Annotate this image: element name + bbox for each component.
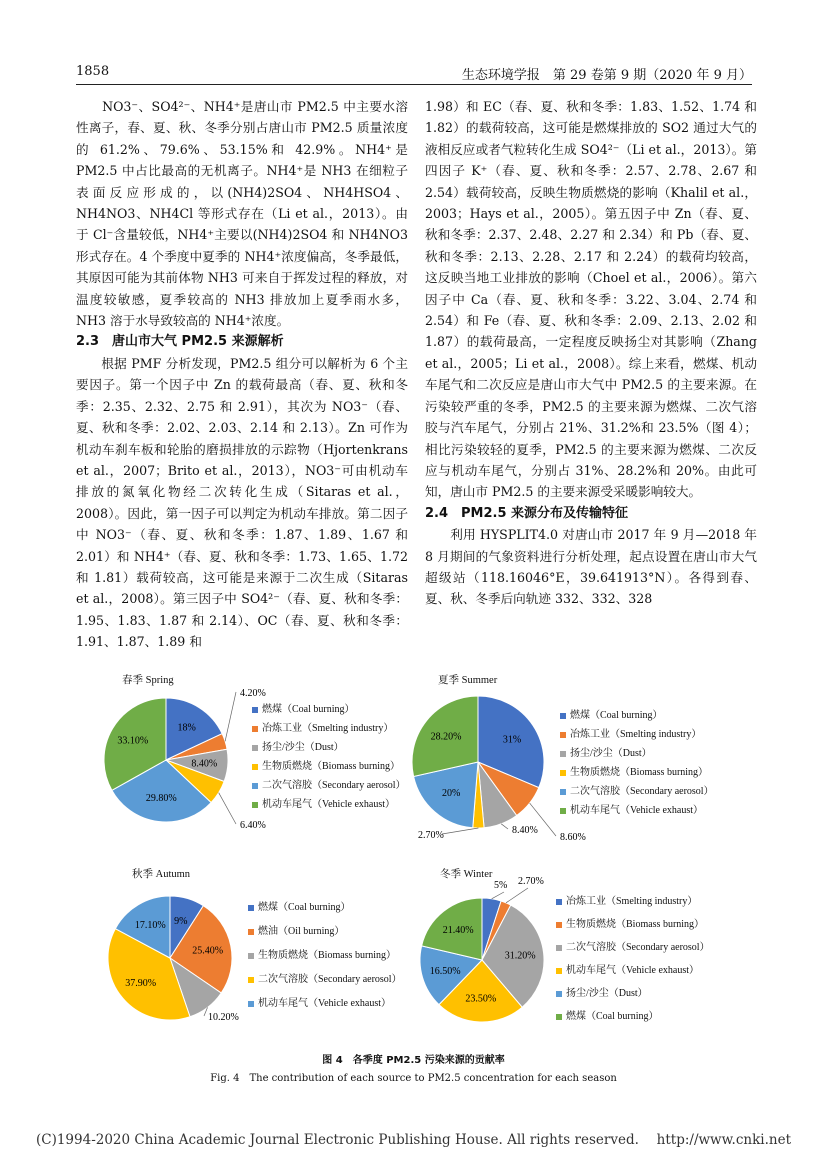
paragraph: 1.98）和 EC（春、夏、秋和冬季：1.83、1.52、1.74 和 1.82）的载荷较高，这可能是燃煤排放的 SO2 通过大气的液相反应或者气粒转化生成 SO4²⁻（Li et al.，2013）。第四因子 K⁺（春、夏、秋和冬季：2.57、2.78、2.67 和 2.54）载荷较高，反映生物质燃烧的影响（Khalil et al.，2003；Hays et al.，2005）。第五因子中 Zn（春、夏、秋和冬季：2.37、2.48、2.27 和 2.34）和 Pb（春、夏、秋和冬季：2.13、2.28、2.17 和 2.24）的载荷均较高，这反映当地工业排放的影响（Choel et al.，2006）。第六因子中 Ca（春、夏、秋和冬季：3.22、3.04、2.74 和 2.54）和 Fe（春、夏、秋和冬季：2.09、2.13、2.02 和 1.87）的载荷最高，一定程度反映扬尘对其影响（Zhang et al.，2005；Li et al.，2008）。综上来看，燃煤、机动车尾气和二次反应是唐山市大气中 PM2.5 的主要来源。在污染较严重的冬季，PM2.5 的主要来源为燃煤、二次气溶胶与汽车尾气，分别占 21%、31.2%和 23.5%（图 4）；相比污染较轻的夏季，PM2.5 的主要来源为燃煤、二次反应与机动车尾气，分别占 31%、28.2%和 20%。由此可知，唐山市 PM2.5 的主要来源受采暖影响较大。 xyxy=(425,99,757,500)
legend-label: 机动车尾气（Vehicle exhaust） xyxy=(258,998,392,1009)
legend-item xyxy=(252,738,406,757)
legend-label: 生物质燃烧（Biomass burning） xyxy=(570,767,709,778)
legend-item xyxy=(556,936,710,959)
legend-swatch xyxy=(556,991,562,997)
slice-value-label: 25.40% xyxy=(192,945,224,957)
legend-swatch xyxy=(248,905,254,911)
slice-value-label: 5% xyxy=(494,880,508,891)
legend-label: 燃煤（Coal burning） xyxy=(570,710,663,721)
legend-swatch xyxy=(560,713,566,719)
legend-swatch xyxy=(252,745,258,751)
legend-swatch xyxy=(556,945,562,951)
copyright-footer: (C)1994-2020 China Academic Journal Electronic Publishing House. All rights reserved. http://www.cnki.net xyxy=(35,1132,792,1148)
chart-title: 夏季 Summer xyxy=(438,675,498,686)
legend-label: 二次气溶胶（Secondary aerosol） xyxy=(570,786,714,797)
legend-label: 二次气溶胶（Secondary aerosol） xyxy=(262,780,406,791)
slice-value-label: 37.90% xyxy=(125,977,157,989)
slice-value-label: 10.20% xyxy=(208,1012,239,1023)
legend-label: 生物质燃烧（Biomass burning） xyxy=(258,950,397,961)
pie-chart-winter xyxy=(410,866,730,1046)
legend-item xyxy=(248,920,402,944)
legend-swatch xyxy=(248,929,254,935)
leader-line xyxy=(219,793,236,824)
figure-caption-en: Fig. 4 The contribution of each source to PM2.5 concentration for each season xyxy=(210,1073,617,1084)
legend-label: 机动车尾气（Vehicle exhaust） xyxy=(262,799,396,810)
page-number: 1858 xyxy=(76,64,110,79)
slice-value-label: 6.40% xyxy=(240,820,266,831)
legend-swatch xyxy=(252,764,258,770)
legend-label: 二次气溶胶（Secondary aerosol） xyxy=(566,942,710,953)
chart-legend xyxy=(248,896,402,1016)
slice-value-label: 9% xyxy=(174,916,188,928)
legend-label: 机动车尾气（Vehicle exhaust） xyxy=(566,965,700,976)
legend-label: 燃煤（Coal burning） xyxy=(262,704,355,715)
legend-swatch xyxy=(248,953,254,959)
legend-item xyxy=(560,801,714,820)
legend-item xyxy=(248,944,402,968)
slice-value-label: 31.20% xyxy=(504,950,536,962)
slice-value-label: 16.50% xyxy=(429,965,461,977)
section-heading: 2.3 唐山市大气 PM2.5 来源解析 xyxy=(76,334,284,350)
paragraph: NO3⁻、SO4²⁻、NH4⁺是唐山市 PM2.5 中主要水溶性离子，春、夏、秋、冬季分别占唐山市 PM2.5 质量浓度的 61.2%、79.6%、53.15%和 42.9%。NH4⁺是 PM2.5 中占比最高的无机离子。NH4⁺是 NH3 在细粒子表面反应形成的，以(NH4)2SO4、NH4HSO4、NH4NO3、NH4Cl 等形式存在（Li et al.，2013）。由于 Cl⁻含量较低，NH4⁺主要以(NH4)2SO4 和 NH4NO3 形式存在。4 个季度中夏季的 NH4⁺浓度偏高，冬季最低，其原因可能为其前体物 NH3 可来自于挥发过程的释放，对温度较敏感，夏季较高的 NH3 排放加上夏季雨水多，NH3 溶于水导致较高的 NH4⁺浓度。 xyxy=(76,99,408,329)
legend-swatch xyxy=(556,922,562,928)
figure-caption-cn: 图 4 各季度 PM2.5 污染来源的贡献率 xyxy=(322,1055,505,1066)
chart-legend xyxy=(556,890,710,1028)
legend-item xyxy=(556,982,710,1005)
slice-value-label: 33.10% xyxy=(117,735,149,747)
legend-item xyxy=(560,763,714,782)
pie-chart-spring xyxy=(90,668,410,848)
legend-item xyxy=(252,776,406,795)
legend-swatch xyxy=(556,968,562,974)
leader-line xyxy=(501,824,508,829)
legend-label: 机动车尾气（Vehicle exhaust） xyxy=(570,805,704,816)
legend-item xyxy=(556,959,710,982)
leader-line xyxy=(442,828,478,834)
chart-title: 冬季 Winter xyxy=(440,869,493,880)
legend-label: 扬尘/沙尘（Dust） xyxy=(566,988,648,999)
chart-legend xyxy=(560,706,714,820)
legend-label: 扬尘/沙尘（Dust） xyxy=(570,748,652,759)
legend-item xyxy=(252,757,406,776)
legend-swatch xyxy=(252,783,258,789)
chart-legend xyxy=(252,700,406,814)
legend-item xyxy=(560,725,714,744)
slice-value-label: 8.40% xyxy=(191,758,218,770)
right-column xyxy=(425,96,757,610)
paragraph: 利用 HYSPLIT4.0 对唐山市 2017 年 9 月—2018 年 8 月期间的气象资料进行分析处理，起点设置在唐山市大气超级站（118.16046°E，39.641913°N）。各得到春、夏、秋、冬季后向轨迹 332、332、328 xyxy=(425,527,757,607)
legend-item xyxy=(560,706,714,725)
slice-value-label: 28.20% xyxy=(430,731,462,743)
slice-value-label: 20% xyxy=(442,787,461,799)
legend-item xyxy=(556,890,710,913)
legend-item xyxy=(556,1005,710,1028)
paragraph: 根据 PMF 分析发现，PM2.5 组分可以解析为 6 个主要因子。第一个因子中 Zn 的载荷最高（春、夏、秋和冬季：2.35、2.32、2.75 和 2.91），其次为 NO3⁻（春、夏、秋和冬季：2.02、2.03、2.14 和 2.13）。Zn 可作为机动车刹车板和轮胎的磨损排放的示踪物（Hjortenkrans et al.，2007；Brito et al.，2013），NO3⁻可由机动车排放的氮氧化物经二次转化生成（Sitaras et al.，2008）。因此，第一因子可以判定为机动车排放。第二因子中 NO3⁻（春、夏、秋和冬季：1.87、1.89、1.67 和 2.01）和 NH4⁺（春、夏、秋和冬季：1.73、1.65、1.72 和 1.81）载荷较高，这可能是来源于二次生成（Sitaras et al.，2008）。第三因子中 SO4²⁻（春、夏、秋和冬季：1.95、1.83、1.87 和 2.14）、OC（春、夏、秋和冬季：1.91、1.87、1.89 和 xyxy=(76,355,408,650)
slice-value-label: 29.80% xyxy=(145,793,177,805)
slice-value-label: 18% xyxy=(177,722,196,734)
legend-label: 冶炼工业（Smelting industry） xyxy=(566,896,698,907)
legend-swatch xyxy=(560,808,566,814)
legend-label: 燃煤（Coal burning） xyxy=(566,1011,659,1022)
leader-line xyxy=(225,692,236,741)
legend-label: 扬尘/沙尘（Dust） xyxy=(262,742,344,753)
pie-chart-autumn xyxy=(90,866,410,1046)
pie-chart-summer xyxy=(410,668,730,848)
leader-line xyxy=(492,892,504,899)
slice-value-label: 23.50% xyxy=(465,993,497,1005)
legend-item xyxy=(248,968,402,992)
legend-item xyxy=(556,913,710,936)
legend-swatch xyxy=(560,770,566,776)
chart-title: 秋季 Autumn xyxy=(132,869,191,880)
slice-value-label: 17.10% xyxy=(134,920,166,932)
legend-swatch xyxy=(248,977,254,983)
legend-swatch xyxy=(252,726,258,732)
leader-line xyxy=(506,888,528,903)
slice-value-label: 8.40% xyxy=(512,825,538,836)
slice-value-label: 2.70% xyxy=(518,876,544,887)
legend-swatch xyxy=(252,802,258,808)
legend-item xyxy=(560,782,714,801)
running-header xyxy=(76,64,752,85)
legend-label: 燃煤（Coal burning） xyxy=(258,902,351,913)
legend-swatch xyxy=(252,707,258,713)
slice-value-label: 21.40% xyxy=(442,924,474,936)
legend-item xyxy=(248,896,402,920)
legend-label: 冶炼工业（Smelting industry） xyxy=(262,723,394,734)
legend-label: 生物质燃烧（Biomass burning） xyxy=(566,919,705,930)
legend-swatch xyxy=(248,1001,254,1007)
legend-label: 冶炼工业（Smelting industry） xyxy=(570,729,702,740)
legend-label: 生物质燃烧（Biomass burning） xyxy=(262,761,401,772)
legend-swatch xyxy=(560,789,566,795)
legend-item xyxy=(252,700,406,719)
chart-title: 春季 Spring xyxy=(122,675,174,686)
legend-label: 二次气溶胶（Secondary aerosol） xyxy=(258,974,402,985)
legend-swatch xyxy=(556,899,562,905)
slice-value-label: 8.60% xyxy=(560,832,586,843)
legend-swatch xyxy=(556,1014,562,1020)
legend-item xyxy=(252,795,406,814)
legend-item xyxy=(248,992,402,1016)
slice-value-label: 31% xyxy=(502,734,522,746)
left-column xyxy=(76,96,408,653)
slice-value-label: 4.20% xyxy=(240,688,266,699)
legend-swatch xyxy=(560,732,566,738)
section-heading: 2.4 PM2.5 来源分布及传输特征 xyxy=(425,505,629,521)
legend-swatch xyxy=(560,751,566,757)
slice-value-label: 2.70% xyxy=(418,830,444,841)
legend-label: 燃油（Oil burning） xyxy=(258,926,345,937)
legend-item xyxy=(252,719,406,738)
legend-item xyxy=(560,744,714,763)
journal-header: 生态环境学报 第 29 卷第 9 期（2020 年 9 月） xyxy=(461,68,752,83)
